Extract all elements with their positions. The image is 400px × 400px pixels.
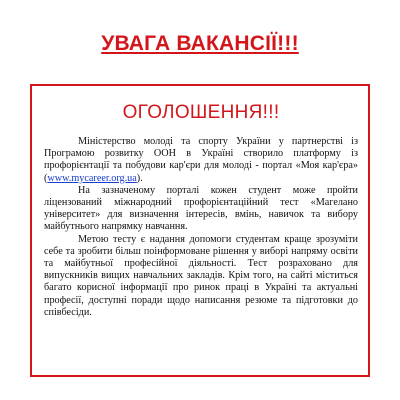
page-title: УВАГА ВАКАНСІЇ!!! (101, 32, 299, 55)
notice-paragraph-3: Метою тесту є надання допомоги студентам краще зрозуміти себе та зробити більш поінформоване рішення у виборі напряму освіти та майбутньої професійної діяльності. Тест розраховано для випускників вищих навчальних закладів. Крім того, на сайті міститься багато корисної інформації про ринок праці в Україні та актуальні професії, доступні поради щодо написання резюме та підготовки до співбесіди. (44, 233, 358, 318)
notice-box (30, 84, 370, 377)
mycareer-link[interactable]: www.mycareer.org.ua (47, 172, 137, 184)
notice-paragraph-1 (44, 136, 358, 185)
page-heading (0, 32, 400, 56)
paragraph-1-end: ). (136, 172, 143, 184)
notice-title: ОГОЛОШЕННЯ!!! (122, 102, 280, 123)
notice-paragraph-2: На зазначеному порталі кожен студент може пройти ліцензований міжнародний профорієнтаційний тест «Магелано університет» для визначення інтересів, вмінь, навичок та вибору майбутнього напрямку навчання. (44, 184, 358, 233)
paragraph-1-text: Міністерство молоді та спорту України у партнерстві із Програмою розвитку ООН в Україні створило платформу із профорієнтації та побудови кар'єри для молоді - портал «Моя кар'єра» ( (44, 136, 358, 184)
